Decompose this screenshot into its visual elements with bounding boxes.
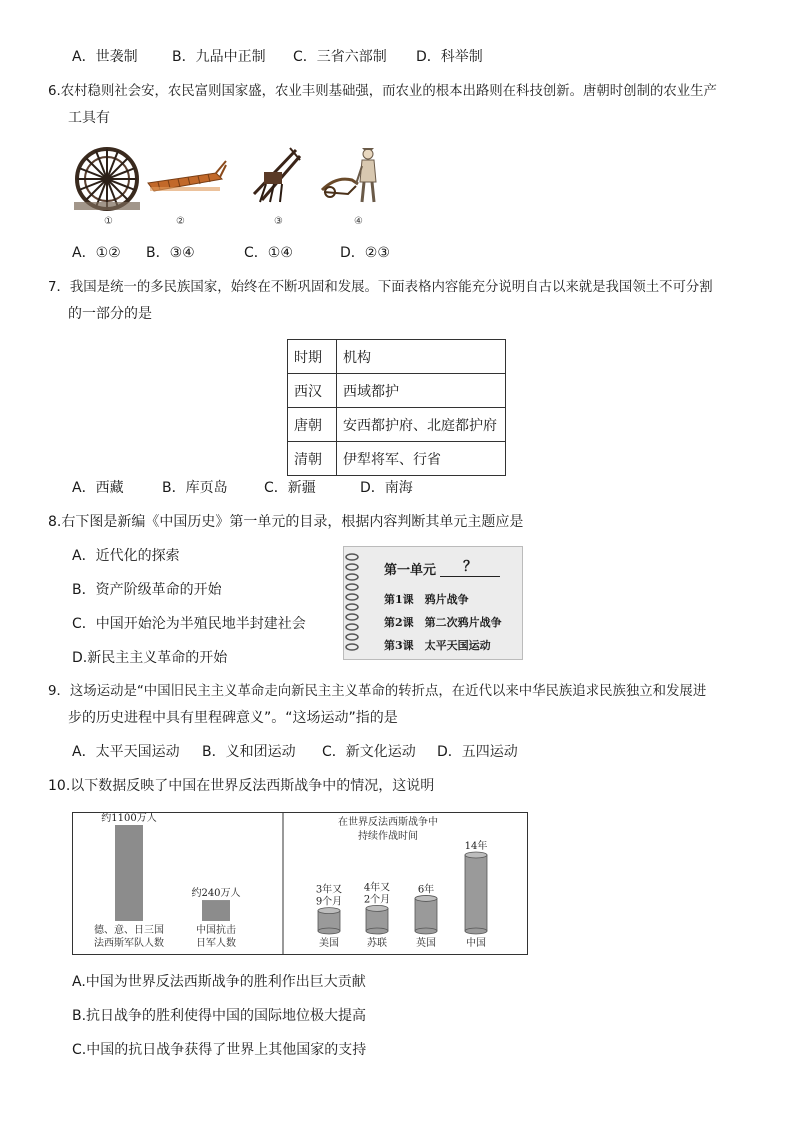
q6-stem: 6.农村稳则社会安，农民富则国家盛，农业丰则基础强，而农业的根本出路则在科技创新。唐朝时创制的农业生产	[48, 84, 717, 99]
q8-option-b: B．资产阶级革命的开始	[72, 582, 222, 598]
tick-label: 苏联	[367, 938, 387, 949]
q8-stem: 8.右下图是新编《中国历史》第一单元的目录，根据内容判断其单元主题应是	[48, 514, 524, 530]
q10-stem: 10.以下数据反映了中国在世界反法西斯战争中的情况，这说明	[48, 778, 435, 794]
q9-option-b: B．义和团运动	[202, 744, 296, 760]
q6-option-b: B．③④	[146, 245, 195, 261]
tick-label: 美国	[319, 938, 339, 949]
data-label: 约1100万人	[101, 813, 157, 824]
q7-option-d: D．南海	[360, 480, 413, 496]
q6-image-label-3: ③	[274, 216, 283, 227]
bar-base	[366, 928, 388, 934]
q5-option-b: B．九品中正制	[172, 49, 266, 65]
bar-base	[465, 928, 487, 934]
table-cell: 西域都护	[337, 374, 506, 408]
bar-top	[465, 852, 487, 858]
seed-drill-image	[246, 146, 302, 204]
table-row	[288, 374, 506, 408]
q10-chart-svg	[73, 813, 527, 954]
data-label: 6年	[417, 884, 435, 896]
q6-option-c: C．①④	[244, 245, 293, 261]
toc-lesson-3: 第3课 太平天国运动	[384, 639, 491, 652]
q6-option-d: D．②③	[340, 245, 390, 261]
q8-option-c: C．中国开始沦为半殖民地半封建社会	[72, 616, 306, 632]
tick-label: 日军人数	[196, 938, 236, 949]
q6-image-label-2: ②	[176, 216, 185, 227]
tick-label: 中国抗击	[196, 925, 236, 936]
waterwheel-image	[72, 146, 142, 212]
q7-option-b: B．库页岛	[162, 480, 228, 496]
bar-top	[366, 905, 388, 911]
bar	[415, 898, 437, 931]
data-label: 3年又	[315, 884, 343, 896]
table-cell: 时期	[288, 340, 337, 374]
tick-label: 法西斯军队人数	[94, 938, 164, 949]
toc-lesson-2: 第2课 第二次鸦片战争	[384, 616, 502, 629]
table-row	[288, 408, 506, 442]
bar	[115, 825, 143, 921]
q6-option-a: A．①②	[72, 245, 121, 261]
q7-stem: 7．我国是统一的多民族国家，始终在不断巩固和发展。下面表格内容能充分说明自古以来就是我国领土不可分割	[48, 280, 713, 295]
chart-title: 持续作战时间	[358, 831, 418, 842]
table-cell: 机构	[337, 340, 506, 374]
q9-option-d: D．五四运动	[437, 744, 518, 760]
q9-stem: 9．这场运动是“中国旧民主主义革命走向新民主主义革命的转折点，在近代以来中华民族追求民族独立和发展进	[48, 684, 707, 699]
q10-charts	[72, 812, 528, 955]
q9-stem-cont: 步的历史进程中具有里程碑意义”。“这场运动”指的是	[68, 710, 398, 726]
q7-option-a: A．西藏	[72, 480, 124, 496]
q6-image-label-1: ①	[104, 216, 113, 227]
bar-base	[318, 928, 340, 934]
bar-base	[415, 928, 437, 934]
q5-option-c: C．三省六部制	[293, 49, 387, 65]
tick-label: 德、意、日三国	[94, 925, 164, 936]
data-label: 约240万人	[191, 888, 241, 900]
q7-stem-cont: 的一部分的是	[68, 306, 152, 322]
q9-option-c: C．新文化运动	[322, 744, 416, 760]
table-cell: 伊犁将军、行省	[337, 442, 506, 476]
q10-option-b: B.抗日战争的胜利使得中国的国际地位极大提高	[72, 1008, 367, 1024]
bar	[202, 900, 230, 921]
table-cell: 清朝	[288, 442, 337, 476]
q6-image-label-4: ④	[354, 216, 363, 227]
toc-unit-title: 第一单元	[384, 563, 437, 578]
curved-plough-image	[318, 146, 382, 204]
table-cell: 安西都护府、北庭都护府	[337, 408, 506, 442]
table-row	[288, 340, 506, 374]
q8-option-d: D.新民主主义革命的开始	[72, 650, 228, 666]
textbook-toc-image	[343, 546, 523, 660]
chain-pump-image	[146, 157, 228, 195]
data-label: 4年又	[363, 882, 391, 894]
toc-lesson-1: 第1课 鸦片战争	[384, 593, 469, 606]
bar-top	[415, 895, 437, 901]
q7-table	[287, 339, 506, 476]
q5-option-a: A．世袭制	[72, 49, 138, 65]
chart-title: 在世界反法西斯战争中	[338, 817, 438, 828]
spiral-binding-icon	[344, 551, 362, 657]
bar-top	[318, 908, 340, 914]
data-label: 9个月	[315, 896, 343, 908]
table-cell: 唐朝	[288, 408, 337, 442]
q5-option-d: D．科举制	[416, 49, 483, 65]
q7-option-c: C．新疆	[264, 480, 316, 496]
bar	[465, 855, 487, 931]
q10-option-c: C.中国的抗日战争获得了世界上其他国家的支持	[72, 1042, 367, 1058]
toc-unit-blank: ？	[440, 556, 500, 577]
q10-option-a: A.中国为世界反法西斯战争的胜利作出巨大贡献	[72, 974, 366, 990]
q9-option-a: A．太平天国运动	[72, 744, 180, 760]
q8-option-a: A．近代化的探索	[72, 548, 180, 564]
data-label: 14年	[464, 841, 488, 852]
table-cell: 西汉	[288, 374, 337, 408]
tick-label: 中国	[466, 938, 486, 949]
data-label: 2个月	[363, 894, 391, 906]
tick-label: 英国	[416, 938, 436, 949]
table-row	[288, 442, 506, 476]
q6-stem-cont: 工具有	[68, 110, 110, 126]
